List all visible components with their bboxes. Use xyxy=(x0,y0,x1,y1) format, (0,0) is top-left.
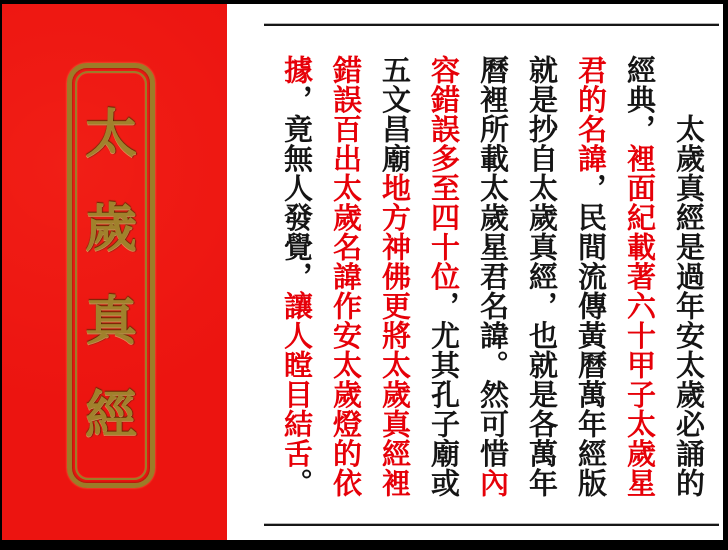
text-column xyxy=(280,55,313,501)
text-segment-black: 太歲真經是過年安太歲必誦的 xyxy=(672,114,706,498)
text-segment-red: 錯誤百出太歲名諱作安太歲燈的依 xyxy=(329,55,363,498)
text-segment-black: 。 xyxy=(280,468,314,498)
cover-title-char: 真 xyxy=(84,291,137,353)
text-column xyxy=(427,55,460,501)
cover-title-char: 太 xyxy=(84,104,137,166)
text-segment-red: 地方神佛更將太歲真經裡 xyxy=(378,173,412,498)
book-cover xyxy=(2,4,227,540)
text-segment-black: 就是抄自太歲真經，也就是各萬年 xyxy=(525,55,559,498)
cover-title-char: 經 xyxy=(84,384,137,446)
bottom-rule xyxy=(264,523,719,526)
text-segment-red: 據 xyxy=(280,55,314,85)
text-column xyxy=(378,55,411,501)
text-column xyxy=(672,55,705,501)
cover-title-char: 歲 xyxy=(84,197,137,259)
text-column xyxy=(623,55,656,501)
text-column xyxy=(476,55,509,501)
cover-title-frame xyxy=(67,63,155,488)
text-segment-black: ，竟無人發覺， xyxy=(280,84,314,291)
scripture-page xyxy=(227,4,723,540)
text-segment-red: 君的名諱 xyxy=(574,55,608,173)
top-rule xyxy=(264,23,719,26)
text-segment-black: 經典， xyxy=(623,55,657,144)
text-segment-black: 五文昌廟 xyxy=(378,55,412,173)
text-segment-black: ，民間流傳黃曆萬年經版 xyxy=(574,173,608,498)
text-column xyxy=(525,55,558,501)
text-segment-red: 容錯誤多至四十位 xyxy=(427,55,461,291)
scripture-columns xyxy=(264,55,705,501)
text-column xyxy=(574,55,607,501)
text-segment-red: 讓人瞠目結舌 xyxy=(280,291,314,468)
text-segment-red: 裡面紀載著六十甲子太歲星 xyxy=(623,143,657,498)
text-segment-black: 曆裡所載太歲星君名諱。然可惜 xyxy=(476,55,510,468)
text-segment-red: 內 xyxy=(476,468,510,498)
text-column xyxy=(329,55,362,501)
text-segment-black: ，尤其孔子廟或 xyxy=(427,291,461,498)
